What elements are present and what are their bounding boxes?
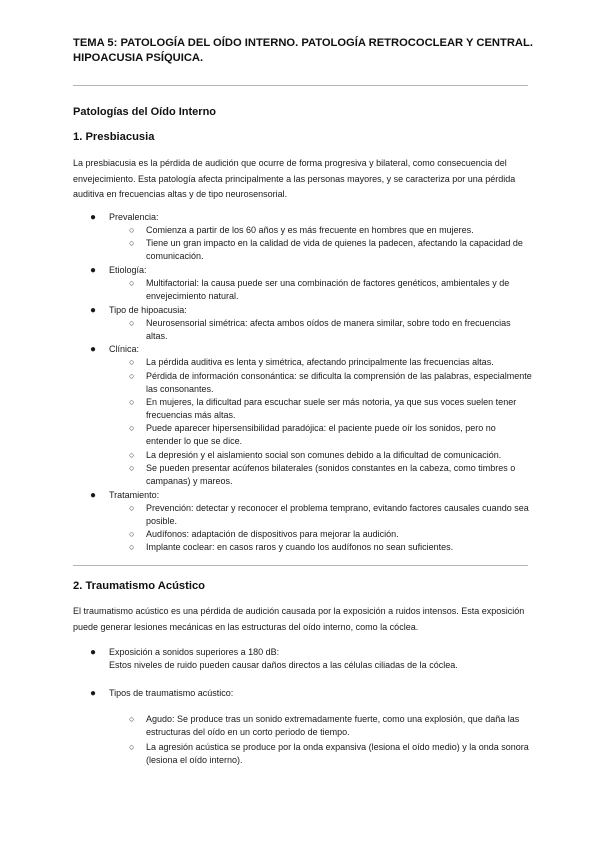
- sub-bullet-icon: ○: [129, 742, 135, 752]
- etiologia-label: Etiología:: [109, 265, 147, 275]
- clinica-label: Clínica:: [109, 344, 140, 354]
- document-title: TEMA 5: PATOLOGÍA DEL OÍDO INTERNO. PATOLOGÍA RETROCOCLEAR Y CENTRAL. HIPOACUSIA PSÍQUICA.: [73, 37, 533, 64]
- tipos-label: Tipos de traumatismo acústico:: [109, 688, 234, 698]
- list-item-text: Implante coclear: en casos raros y cuando los audífonos no sean suficientes.: [146, 542, 454, 552]
- list-item-text: Comienza a partir de los 60 años y es más frecuente en hombres que en mujeres.: [146, 225, 474, 235]
- tratamiento-label: Tratamiento:: [109, 490, 160, 500]
- presbiacusia-heading: 1. Presbiacusia: [73, 131, 155, 143]
- tipo-label: Tipo de hipoacusia:: [109, 305, 187, 315]
- sub-bullet-icon: ○: [129, 450, 135, 460]
- divider: [73, 85, 528, 86]
- presbiacusia-intro: La presbiacusia es la pérdida de audición que ocurre de forma progresiva y bilateral, como consecuencia del envejecimiento. Esta patología afecta principalmente a las personas mayores, y se caracteriza por una pérdida auditiva en frecuencias altas y de tipo neurosensorial.: [73, 158, 516, 199]
- traumatismo-heading: 2. Traumatismo Acústico: [73, 580, 206, 592]
- sub-bullet-icon: ○: [129, 225, 135, 235]
- sub-bullet-icon: ○: [129, 463, 135, 473]
- list-item-text: Pérdida de información consonántica: se dificulta la comprensión de las palabras, especialmente las consonantes.: [146, 371, 532, 394]
- traumatismo-intro: El traumatismo acústico es una pérdida de audición causada por la exposición a ruidos intensos. Esta exposición puede generar lesiones mecánicas en las estructuras del oído interno, como la cóclea.: [73, 606, 525, 632]
- list-item-text: Prevención: detectar y reconocer el problema temprano, evitando factores causales cuando sea posible.: [146, 503, 529, 526]
- list-item-text: Se pueden presentar acúfenos bilaterales (sonidos constantes en la cabeza, como timbres o campanas) y mareos.: [146, 463, 516, 486]
- bullet-icon: ●: [90, 647, 97, 658]
- list-item-text: Neurosensorial simétrica: afecta ambos oídos de manera similar, sobre todo en frecuencias altas.: [146, 318, 511, 341]
- bullet-icon: ●: [90, 344, 97, 355]
- sub-bullet-icon: ○: [129, 503, 135, 513]
- list-item-text: La pérdida auditiva es lenta y simétrica, afectando principalmente las frecuencias altas.: [146, 357, 494, 367]
- list-item-text: Multifactorial: la causa puede ser una combinación de factores genéticos, ambientales y de envejecimiento natural.: [146, 278, 510, 301]
- list-item-text: Puede aparecer hipersensibilidad paradójica: el paciente puede oír los sonidos, pero no entender lo que se dice.: [146, 423, 496, 446]
- bullet-icon: ●: [90, 305, 97, 316]
- exposicion-label: Exposición a sonidos superiores a 180 dB:: [109, 647, 280, 657]
- bullet-icon: ●: [90, 490, 97, 501]
- bullet-icon: ●: [90, 688, 97, 699]
- sub-bullet-icon: ○: [129, 714, 135, 724]
- divider: [73, 565, 528, 566]
- bullet-icon: ●: [90, 265, 97, 276]
- list-item-text: Tiene un gran impacto en la calidad de vida de quienes la padecen, afectando la capacidad de comunicación.: [146, 238, 523, 261]
- exposicion-note: Estos niveles de ruido pueden causar daños directos a las células ciliadas de la cóclea.: [109, 660, 458, 670]
- sub-bullet-icon: ○: [129, 529, 135, 539]
- sub-bullet-icon: ○: [129, 278, 135, 288]
- section-heading: Patologías del Oído Interno: [73, 106, 217, 118]
- sub-bullet-icon: ○: [129, 318, 135, 328]
- list-item-text: La depresión y el aislamiento social son comunes debido a la dificultad de comunicación.: [146, 450, 502, 460]
- sub-bullet-icon: ○: [129, 542, 135, 552]
- list-item-text: Audífonos: adaptación de dispositivos para mejorar la audición.: [146, 529, 399, 539]
- sub-bullet-icon: ○: [129, 238, 135, 248]
- prevalencia-label: Prevalencia:: [109, 212, 159, 222]
- sub-bullet-icon: ○: [129, 371, 135, 381]
- bullet-icon: ●: [90, 212, 97, 223]
- sub-bullet-icon: ○: [129, 357, 135, 367]
- list-item-text: Agudo: Se produce tras un sonido extremadamente fuerte, como una explosión, que daña las estructuras del oído en un corto periodo de tiempo.: [146, 714, 520, 737]
- list-item-text: En mujeres, la dificultad para escuchar suele ser más notoria, ya que sus voces suelen tener frecuencias más altas.: [146, 397, 517, 420]
- sub-bullet-icon: ○: [129, 423, 135, 433]
- sub-bullet-icon: ○: [129, 397, 135, 407]
- list-item-text: La agresión acústica se produce por la onda expansiva (lesiona el oído medio) y la onda sonora (lesiona el oído interno).: [146, 742, 529, 765]
